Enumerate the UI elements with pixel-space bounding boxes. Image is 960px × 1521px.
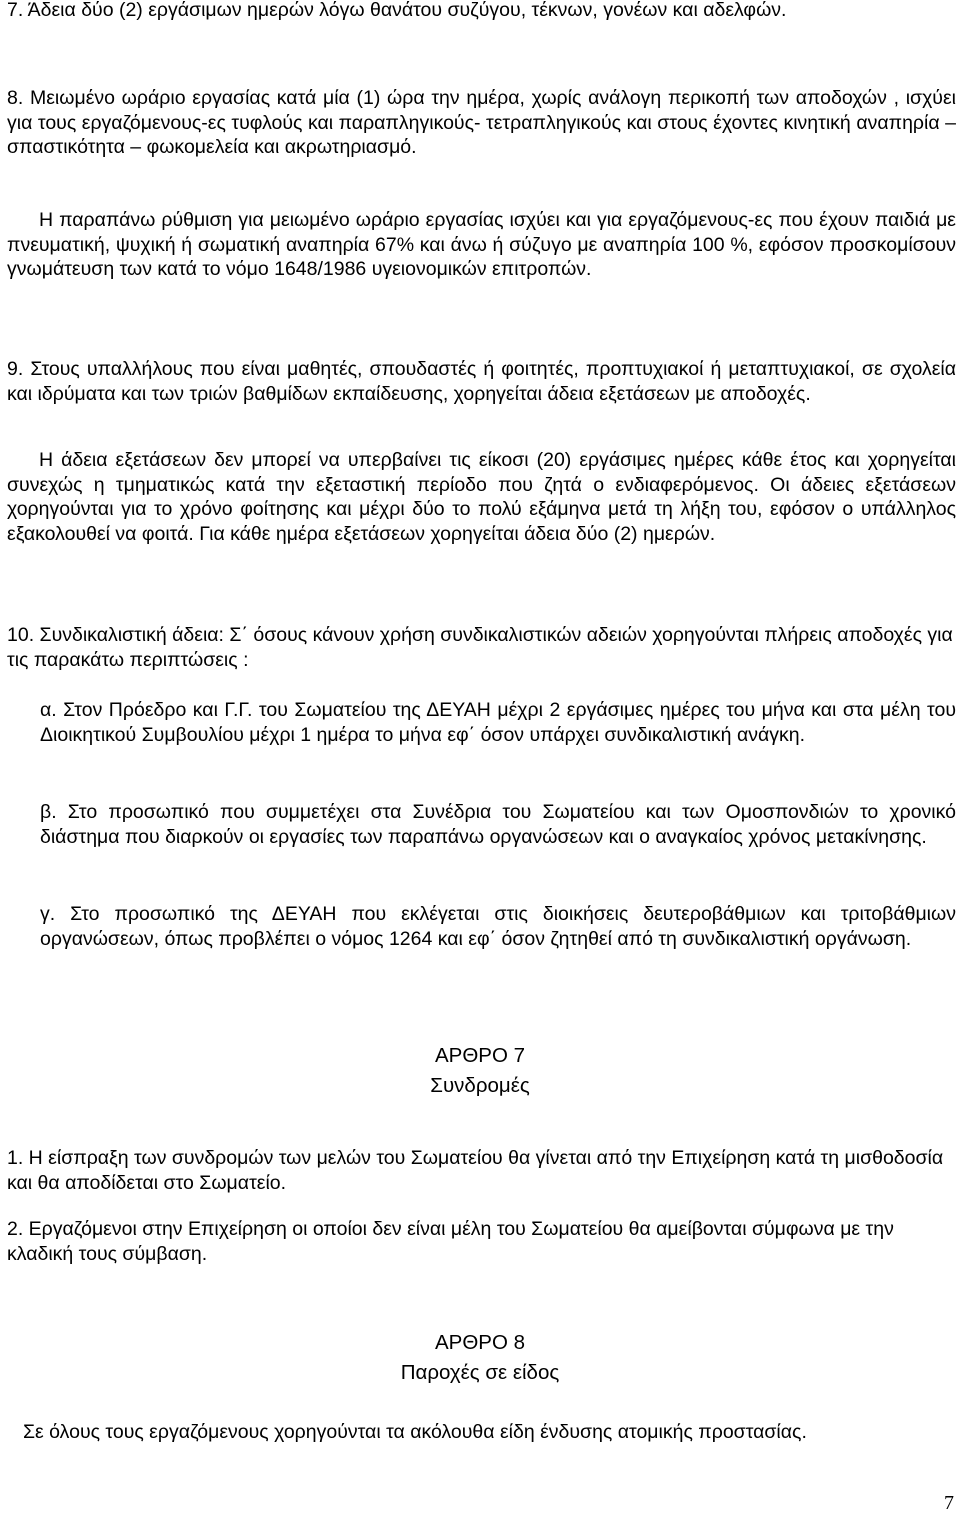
paragraph-8-continuation: Η παραπάνω ρύθμιση για μειωμένο ωράριο εργασίας ισχύει και για εργαζόμενους-ες που έχουν παιδιά με πνευματική, ψυχική ή σωματική αναπηρία 67% και άνω ή σύζυγο με αναπηρία 100 %, εφόσον προσκομίσουν γνωμάτευση των κατά το νόμο 1648/1986 υγειονομικών επιτροπών. (7, 209, 956, 280)
paragraph-7: 7. Άδεια δύο (2) εργάσιμων ημερών λόγω θανάτου συζύγου, τέκνων, γονέων και αδελφών. (7, 0, 787, 21)
article-8-heading: ΑΡΘΡΟ 8 (434, 1331, 525, 1354)
paragraph-10-c: γ. Στο προσωπικό της ΔΕΥΑΗ που εκλέγεται στις διοικήσεις δευτεροβάθμιων και τριτοβάθμιων οργανώσεων, όπως προβλέπει ο νόμος 1264 και εφ΄ όσον ζητηθεί από τη συνδικαλιστική οργάνωση. (40, 903, 956, 950)
article-7-heading: ΑΡΘΡΟ 7 (434, 1044, 525, 1067)
article-7-item-2: 2. Εργαζόμενοι στην Επιχείρηση οι οποίοι δεν είναι μέλη του Σωματείου θα αμείβονται σύμφωνα με την κλαδική τους σύμβαση. (7, 1218, 894, 1265)
paragraph-9: 9. Στους υπαλλήλους που είναι μαθητές, σπουδαστές ή φοιτητές, προπτυχιακοί ή μεταπτυχιακοί, σε σχολεία και ιδρύματα και των τριών βαθμίδων εκπαίδευσης, χορηγείται άδεια εξετάσεων με αποδοχές. (7, 358, 956, 405)
article-7-item-1: 1. Η είσπραξη των συνδρομών των μελών του Σωματείου θα γίνεται από την Επιχείρηση κατά τη μισθοδοσία και θα αποδίδεται στο Σωματείο. (7, 1147, 944, 1194)
paragraph-10-a: α. Στον Πρόεδρο και Γ.Γ. του Σωματείου της ΔΕΥΑΗ μέχρι 2 εργάσιμες ημέρες του μήνα και στα μέλη του Διοικητικού Συμβουλίου μέχρι 1 ημέρα το μήνα εφ΄ όσον υπάρχει συνδικαλιστική ανάγκη. (40, 699, 956, 746)
paragraph-10: 10. Συνδικαλιστική άδεια: Σ΄ όσους κάνουν χρήση συνδικαλιστικών αδειών χορηγούνται πλήρεις αποδοχές για τις παρακάτω περιπτώσεις : (7, 624, 953, 671)
paragraph-8: 8. Μειωμένο ωράριο εργασίας κατά μία (1) ώρα την ημέρα, χωρίς ανάλογη περικοπή των αποδοχών , ισχύει για τους εργαζόμενους-ες τυφλούς και παραπληγικούς- τετραπληγικούς και στους έχοντες κινητική αναπηρία – σπαστικότητα – φωκομελεία και ακρωτηριασμό. (7, 87, 956, 158)
article-8-subtitle: Παροχές σε είδος (400, 1361, 560, 1384)
article-8-item: Σε όλους τους εργαζόμενους χορηγούνται τα ακόλουθα είδη ένδυσης ατομικής προστασίας. (23, 1421, 807, 1443)
paragraph-10-b: β. Στο προσωπικό που συμμετέχει στα Συνέδρια του Σωματείου και των Ομοσπονδιών το χρονικό διάστημα που διαρκούν οι εργασίες των παραπάνω οργανώσεων και ο αναγκαίος χρόνος μετακίνησης. (40, 801, 956, 848)
article-7-subtitle: Συνδρομές (430, 1074, 530, 1097)
page-number: 7 (944, 1492, 954, 1514)
paragraph-9-continuation: Η άδεια εξετάσεων δεν μπορεί να υπερβαίνει τις είκοσι (20) εργάσιμες ημέρες κάθε έτος και χορηγείται συνεχώς η τμηματικώς κατά την εξεταστική περίοδο που ζητά ο ενδιαφερόμενος. Οι άδειες εξετάσεων χορηγούνται για το χρόνο φοίτησης και μέχρι δύο το πολύ εξάμηνα μετά τη λήξη του, εφόσον ο υπάλληλος εξακολουθεί να φοιτά. Για κάθε ημέρα εξετάσεων χορηγείται άδεια δύο (2) ημερών. (7, 449, 956, 545)
